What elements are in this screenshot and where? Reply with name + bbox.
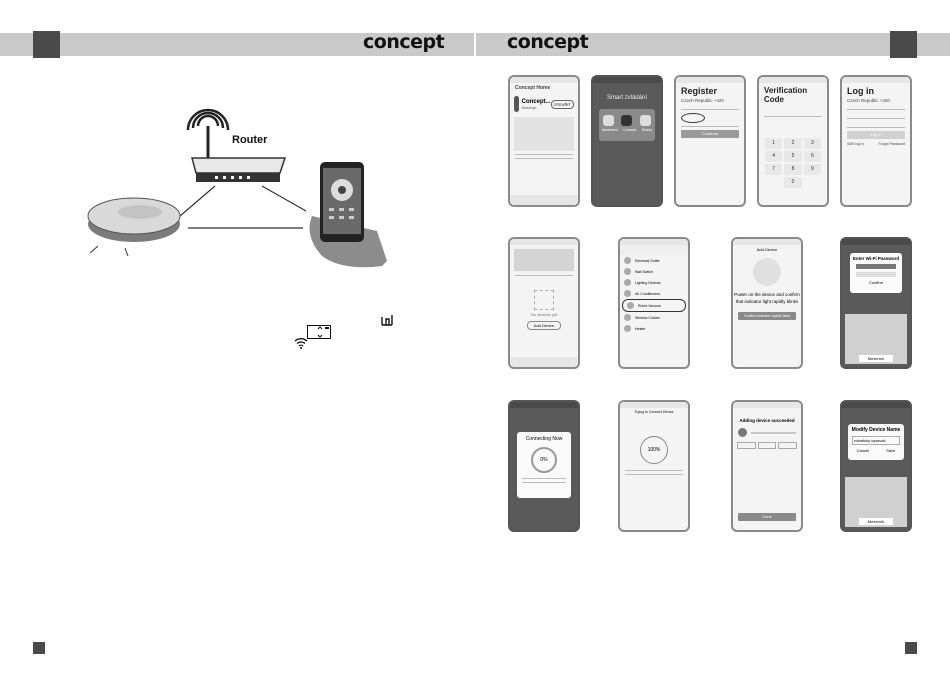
header-square-right — [890, 31, 917, 58]
confirm-blink-button[interactable]: Confirm indicator rapidly blink — [738, 312, 796, 320]
list-item[interactable] — [620, 312, 688, 323]
list-item-label: Electrical Outlet — [635, 258, 660, 263]
key-blank — [765, 177, 782, 188]
tab-bar — [510, 195, 578, 205]
list-item[interactable] — [620, 323, 688, 334]
confirm-button[interactable]: Confirm — [868, 280, 883, 285]
folder-title: Smart zvládání — [606, 95, 648, 101]
continue-button[interactable]: Continue — [681, 130, 739, 138]
screen-connect-progress — [618, 400, 690, 532]
login-country[interactable]: Czech Republic +420 — [847, 98, 890, 103]
list-item-label: Wall Switch — [635, 269, 653, 274]
list-item-selected[interactable] — [622, 299, 686, 312]
app-category: Nástroje — [521, 104, 537, 110]
screen-home-folder — [591, 75, 663, 207]
verification-title: Verification Code — [764, 86, 808, 104]
key[interactable]: 5 — [784, 151, 801, 162]
space-key[interactable]: Mezerník — [859, 355, 893, 362]
indicator-text: that indicator light rapidly blinks — [735, 299, 799, 304]
key[interactable]: 1 — [765, 138, 782, 149]
empty-devices-icon — [534, 290, 554, 310]
app-name: Concept... — [521, 98, 551, 105]
list-item-label: Robot Vacuum — [638, 303, 661, 308]
wifi-dialog — [850, 253, 902, 293]
screen-register — [674, 75, 746, 207]
sms-login-link[interactable]: SMS log in — [847, 142, 864, 146]
space-key[interactable]: Mezerník — [859, 518, 893, 525]
added-title: Adding device succeeded — [739, 418, 795, 423]
screen-home-empty — [508, 237, 580, 369]
add-device-title: Add Device — [756, 247, 778, 252]
power-on-text: Power on the device and confirm — [734, 292, 800, 297]
key[interactable]: 6 — [804, 151, 821, 162]
key[interactable]: 4 — [765, 151, 782, 162]
robot-vacuum-icon — [88, 198, 180, 256]
done-button[interactable]: Done — [738, 513, 796, 521]
phone-in-hand-icon — [310, 162, 387, 267]
app-icon — [514, 96, 519, 112]
screen-login — [840, 75, 912, 207]
register-country[interactable]: Czech Republic +420 — [681, 98, 724, 103]
router-icon — [192, 158, 285, 182]
list-item-label: Heater — [635, 326, 646, 331]
screen-rename — [840, 400, 912, 532]
screen-verification — [757, 75, 829, 207]
tab-bar — [510, 357, 578, 367]
room-chip[interactable] — [737, 442, 756, 449]
list-item[interactable] — [620, 266, 688, 277]
app-label: Složky — [641, 128, 653, 132]
open-button[interactable]: OTEVŘÍT — [551, 100, 574, 109]
room-chip[interactable] — [778, 442, 797, 449]
keyboard[interactable] — [845, 477, 907, 527]
phone-input-highlight[interactable] — [681, 113, 705, 123]
screen-connecting — [508, 400, 580, 532]
settings-app-icon[interactable] — [603, 115, 614, 126]
list-item[interactable] — [620, 255, 688, 266]
rename-dialog — [848, 424, 904, 460]
add-device-button[interactable]: Add Device — [527, 321, 561, 330]
screen-app-store — [508, 75, 580, 207]
concept-app-icon[interactable] — [621, 115, 632, 126]
screen-device-list — [618, 237, 690, 369]
key[interactable]: 9 — [804, 164, 821, 175]
footer-square-left — [33, 642, 45, 654]
wifi-dialog-title: Enter Wi-Fi Password — [852, 256, 900, 261]
brand-logo-right: concept — [507, 31, 589, 53]
header-square-left — [33, 31, 60, 58]
key[interactable]: 3 — [804, 138, 821, 149]
key[interactable]: 2 — [784, 138, 801, 149]
password-field[interactable] — [856, 272, 896, 277]
wifi-icon — [294, 337, 308, 349]
connecting-dialog — [517, 432, 571, 498]
connect-title: Trying to Connect Device — [634, 410, 674, 414]
cancel-button[interactable]: Cancel — [856, 448, 870, 453]
brand-logo-left: concept — [363, 31, 445, 53]
room-chip[interactable] — [758, 442, 777, 449]
list-item[interactable] — [620, 288, 688, 299]
rename-title: Modify Device Name — [851, 427, 901, 433]
progress-ring: 100% — [640, 436, 668, 464]
progress-ring: 0% — [531, 447, 557, 473]
connecting-title: Connecting Now — [525, 436, 563, 442]
login-button[interactable]: Log in — [847, 131, 905, 139]
mode-indicator-icon — [307, 325, 331, 339]
app-screenshots — [514, 117, 574, 151]
connection-diagram — [80, 98, 400, 278]
list-item[interactable] — [620, 277, 688, 288]
folder-panel — [599, 109, 655, 141]
keyboard[interactable] — [845, 314, 907, 364]
dock-icon — [380, 313, 394, 327]
key[interactable]: 0 — [784, 177, 801, 188]
save-button[interactable]: Save — [886, 448, 896, 453]
link-line — [262, 186, 306, 211]
key[interactable]: 7 — [765, 164, 782, 175]
footer-square-right — [905, 642, 917, 654]
no-devices-text: No devices yet — [530, 312, 558, 317]
link-line — [180, 186, 215, 216]
app-label: Nastavení — [601, 128, 618, 132]
login-title: Log in — [847, 86, 874, 96]
numeric-keypad[interactable] — [759, 138, 827, 188]
list-header — [620, 245, 688, 255]
device-icon — [738, 428, 747, 437]
folder-app-icon[interactable] — [640, 115, 651, 126]
key-backspace[interactable] — [804, 177, 821, 188]
forgot-password-link[interactable]: Forgot Password — [878, 142, 905, 146]
screen-added — [731, 400, 803, 532]
app-label: Concept — [623, 128, 637, 132]
key[interactable]: 8 — [784, 164, 801, 175]
screen-wifi-password — [840, 237, 912, 369]
register-title: Register — [681, 86, 718, 96]
list-item-label: Air Conditioners — [635, 291, 660, 296]
list-item-label: Lighting Devices — [635, 280, 661, 285]
list-item-label: Window Curtain — [635, 315, 660, 320]
weather-banner — [514, 249, 574, 271]
device-name-input[interactable]: robotický vysavač — [852, 436, 900, 445]
device-illustration — [753, 258, 781, 286]
screen-add-device — [731, 237, 803, 369]
store-search-title: Concept Home — [515, 85, 551, 91]
ssid-field[interactable] — [856, 264, 896, 269]
router-label: Router — [232, 134, 268, 146]
